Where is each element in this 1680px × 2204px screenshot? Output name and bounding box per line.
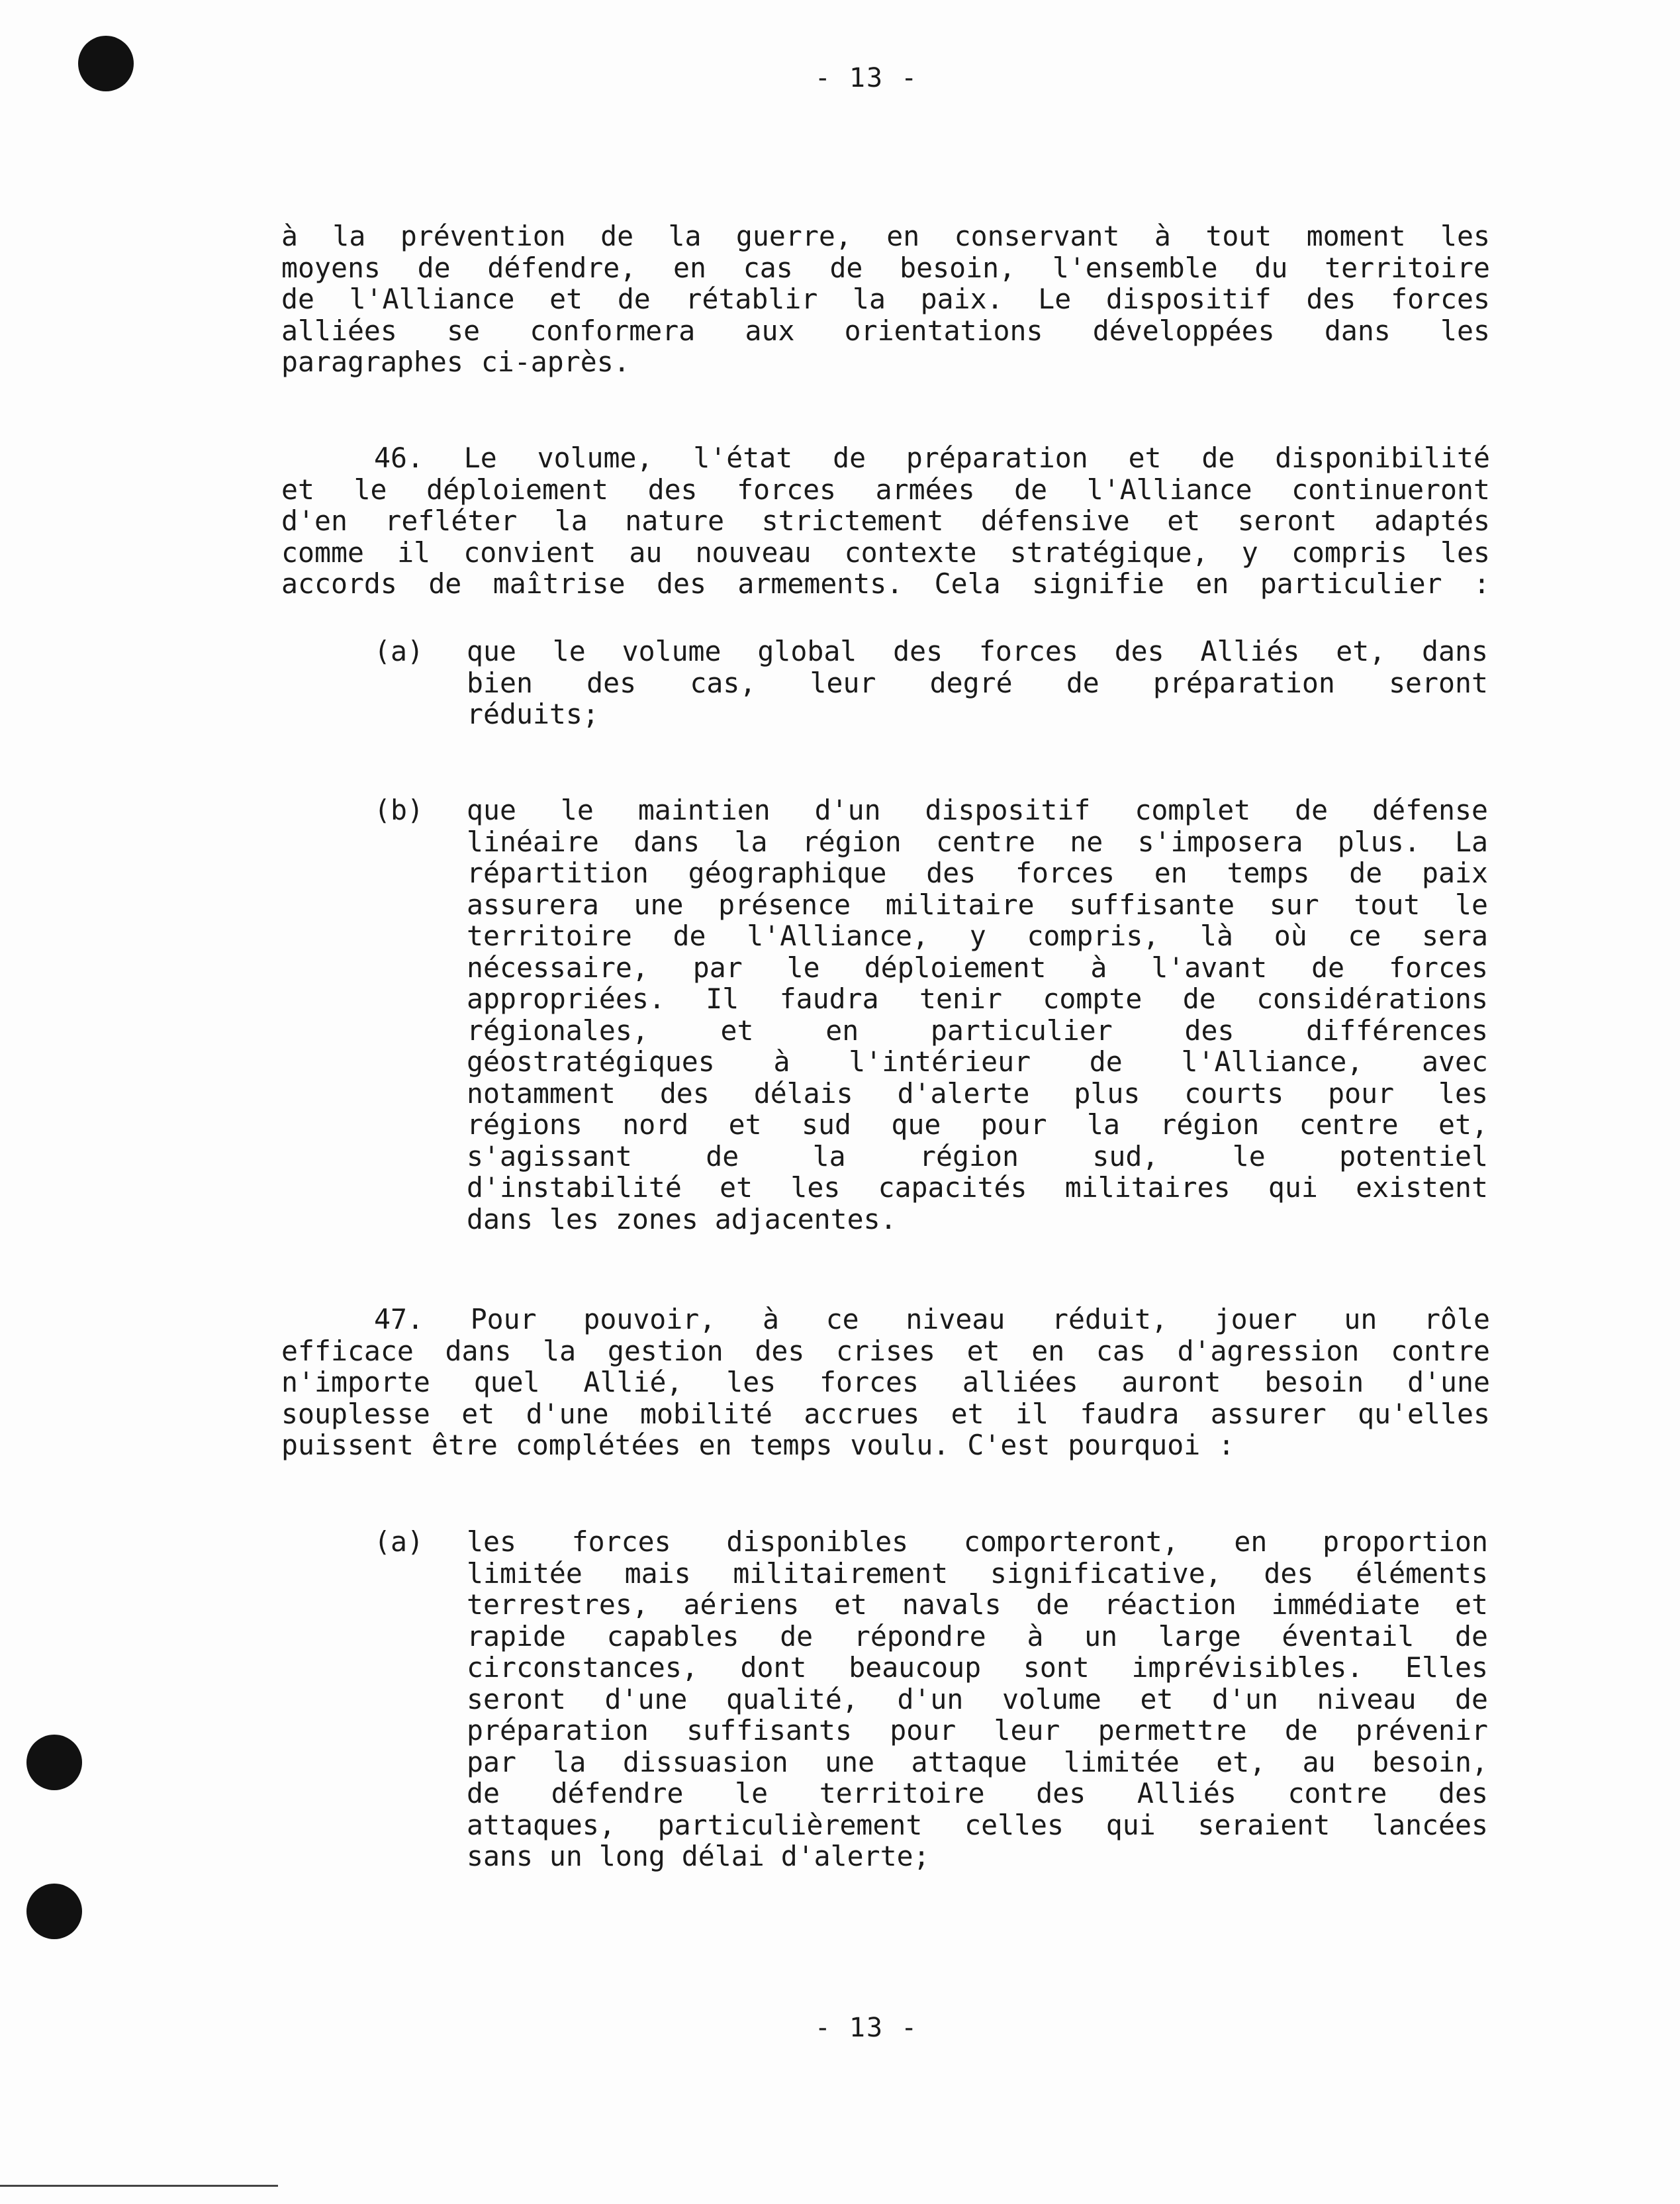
item-label: (a) (374, 1525, 424, 1558)
paragraph-47 (281, 1304, 1490, 1461)
text-line: nécessaire, par le déploiement à l'avant de forces (467, 951, 1488, 984)
text-line: appropriées. Il faudra tenir compte de considérations (467, 982, 1488, 1015)
text-line: répartition géographique des forces en temps de paix (467, 857, 1488, 889)
text-line: de l'Alliance et de rétablir la paix. Le dispositif des forces (281, 283, 1490, 315)
text-line: territoire de l'Alliance, y compris, là où ce sera (467, 920, 1488, 952)
text-line: efficace dans la gestion des crises et en cas d'agression contre (281, 1334, 1490, 1367)
text-line: accords de maîtrise des armements. Cela signifie en particulier : (281, 567, 1490, 600)
text-line: préparation suffisants pour leur permettre de prévenir (467, 1714, 1488, 1747)
text-line: et le déploiement des forces armées de l'Alliance continueront (281, 473, 1490, 506)
text-line: limitée mais militairement significative, des éléments (467, 1557, 1488, 1590)
continuation-paragraph (281, 220, 1490, 378)
text-line: par la dissuasion une attaque limitée et, au besoin, (467, 1745, 1488, 1778)
text-line: d'instabilité et les capacités militaires qui existent (467, 1171, 1488, 1204)
text-line: que le volume global des forces des Alliés et, dans (467, 635, 1488, 667)
text-line: de défendre le territoire des Alliés contre des (467, 1777, 1488, 1809)
text-line: paragraphes ci-après. (281, 346, 630, 378)
text-line: n'importe quel Allié, les forces alliées auront besoin d'une (281, 1366, 1490, 1398)
text-line: sans un long délai d'alerte; (467, 1840, 930, 1872)
text-line: que le maintien d'un dispositif complet de défense (467, 794, 1488, 826)
text-line: circonstances, dont beaucoup sont imprévisibles. Elles (467, 1651, 1488, 1684)
punch-hole-lower-2 (26, 1884, 82, 1939)
text-line: linéaire dans la région centre ne s'imposera plus. La (467, 825, 1488, 858)
text-line: bien des cas, leur degré de préparation seront (467, 666, 1488, 699)
text-line: réduits; (467, 698, 599, 730)
text-line: à la prévention de la guerre, en conservant à tout moment les (281, 220, 1490, 252)
punch-hole-lower-1 (26, 1735, 82, 1790)
text-line: notamment des délais d'alerte plus courts pour les (467, 1077, 1488, 1110)
page-number-footer: - 13 - (814, 2013, 919, 2043)
text-line: d'en refléter la nature strictement défensive et seront adaptés (281, 504, 1490, 537)
text-line: 46. Le volume, l'état de préparation et de disponibilité (374, 442, 1490, 474)
item-text (467, 794, 1488, 1235)
item-text (467, 636, 1488, 730)
text-line: rapide capables de répondre à un large éventail de (467, 1619, 1488, 1653)
text-line: souplesse et d'une mobilité accrues et il faudra assurer qu'elles (281, 1397, 1490, 1430)
text-line: terrestres, aériens et navals de réaction immédiate et (467, 1588, 1488, 1621)
item-text (467, 1526, 1488, 1872)
bottom-edge-line (0, 2185, 278, 2187)
paragraph-46 (281, 442, 1490, 600)
text-line: attaques, particulièrement celles qui seraient lancées (467, 1808, 1488, 1841)
text-line: 47. Pour pouvoir, à ce niveau réduit, jouer un rôle (374, 1303, 1490, 1335)
text-line: régionales, et en particulier des différences (467, 1014, 1488, 1047)
text-line: alliées se conformera aux orientations développées dans les (281, 314, 1490, 347)
text-line: géostratégiques à l'intérieur de l'Alliance, avec (467, 1045, 1488, 1078)
text-line: seront d'une qualité, d'un volume et d'un niveau de (467, 1682, 1488, 1715)
page-number-header: - 13 - (814, 63, 919, 93)
text-line: assurera une présence militaire suffisante sur tout le (467, 888, 1488, 921)
text-line: dans les zones adjacentes. (467, 1202, 897, 1235)
text-line: les forces disponibles comporteront, en proportion (467, 1525, 1488, 1558)
text-line: comme il convient au nouveau contexte stratégique, y compris les (281, 536, 1490, 569)
text-line: puissent être complétées en temps voulu. C'est pourquoi : (281, 1429, 1235, 1461)
text-line: moyens de défendre, en cas de besoin, l'ensemble du territoire (281, 251, 1490, 284)
item-label: (a) (374, 635, 424, 667)
item-label: (b) (374, 794, 424, 826)
text-line: s'agissant de la région sud, le potentiel (467, 1139, 1488, 1173)
text-line: régions nord et sud que pour la région centre et, (467, 1108, 1488, 1141)
